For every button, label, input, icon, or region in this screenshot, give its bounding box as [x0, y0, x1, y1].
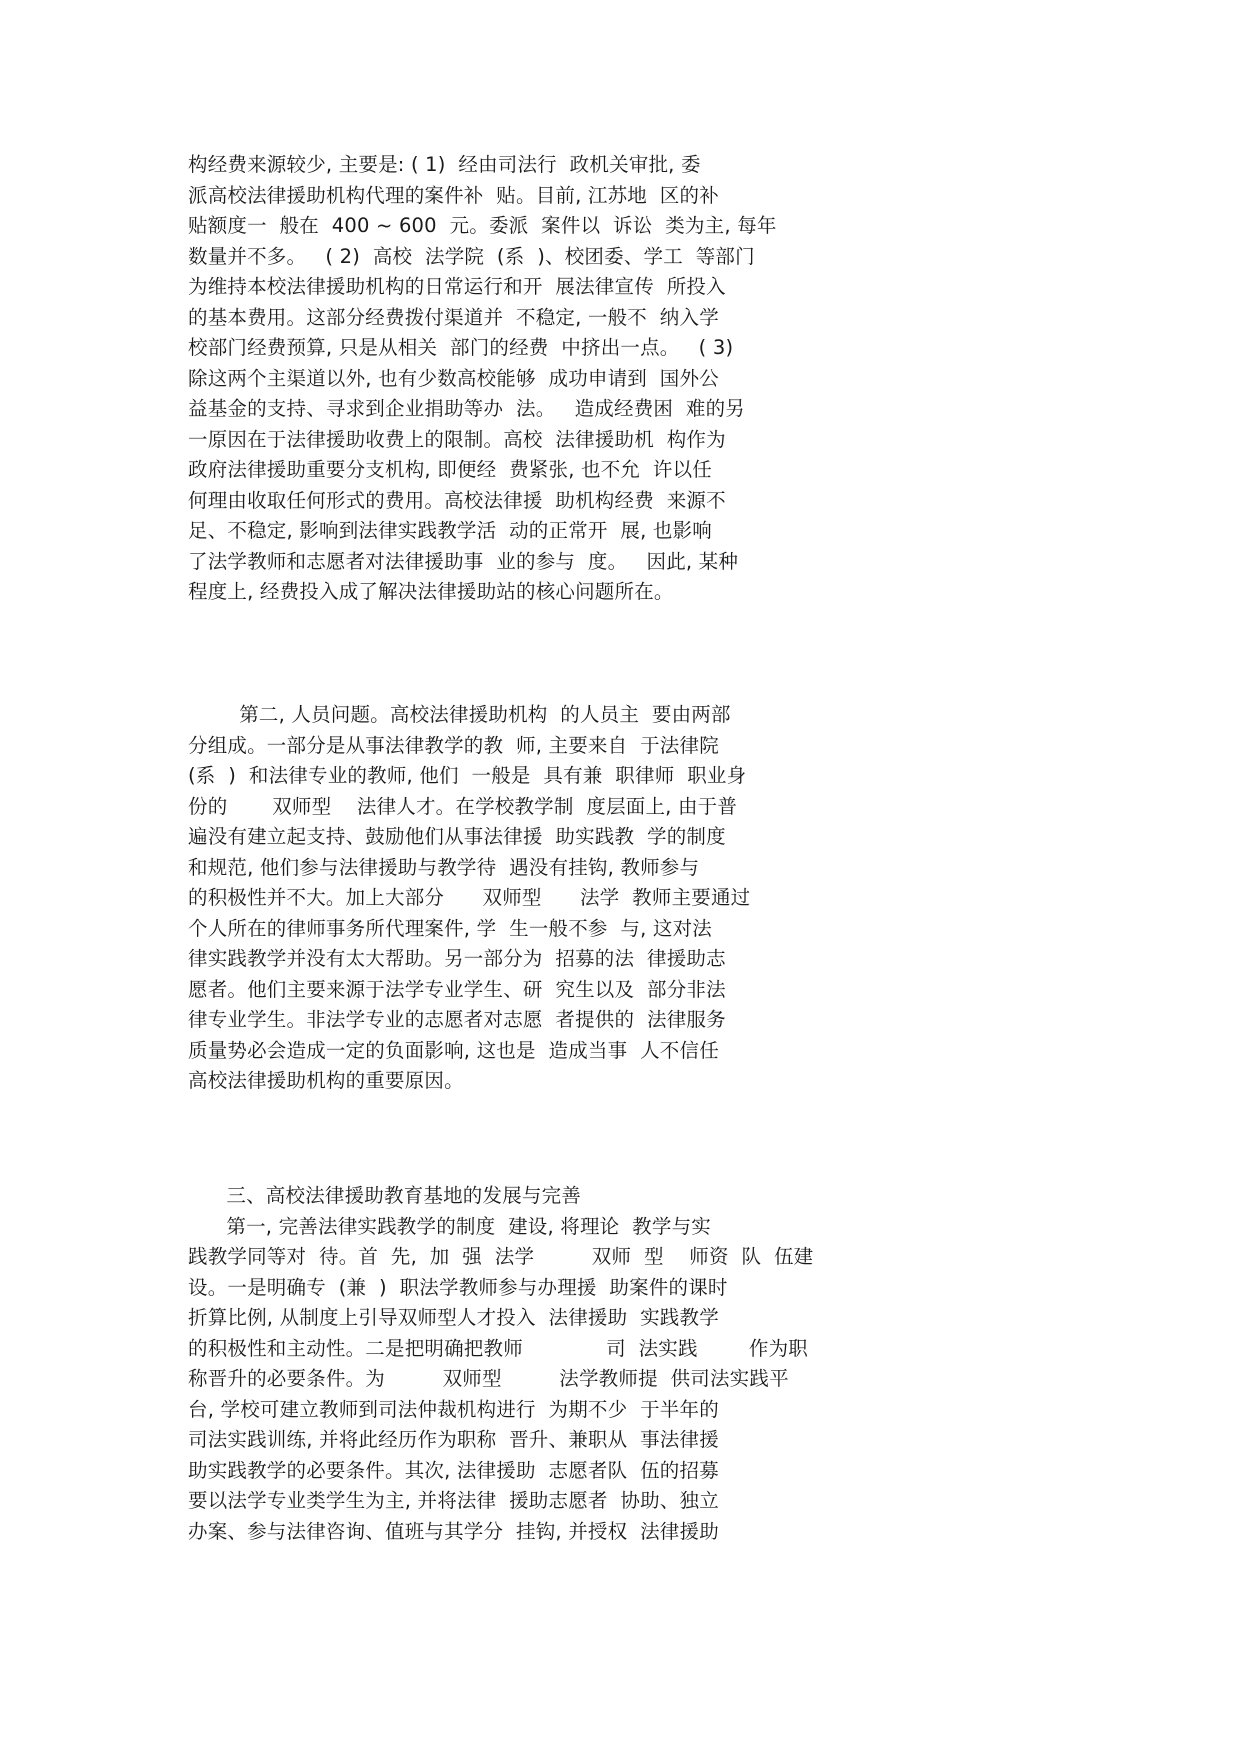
- text-line: 政府法律援助重要分支机构, 即便经 费紧张, 也不允 许以任: [188, 458, 712, 481]
- text-line: 分组成。一部分是从事法律教学的教 师, 主要来自 于法律院: [188, 733, 719, 757]
- text-line: 构经费来源较少, 主要是: ( 1) 经由司法行 政机关审批, 委: [188, 153, 701, 176]
- text-line: 助实践教学的必要条件。其次, 法律援助 志愿者队 伍的招募: [188, 1458, 719, 1482]
- text-line: 了法学教师和志愿者对法律援助事 业的参与 度。 因此, 某种: [188, 549, 739, 573]
- text-line: 和规范, 他们参与法律援助与教学待 遇没有挂钩, 教师参与: [188, 855, 700, 879]
- text-line: 办案、参与法律咨询、值班与其学分 挂钩, 并授权 法律援助: [188, 1519, 719, 1543]
- text-line: 的积极性和主动性。二是把明确把教师 司 法实践 作为职: [188, 1336, 808, 1360]
- text-line: 数量并不多。 ( 2) 高校 法学院 (系 )、校团委、学工 等部门: [188, 244, 755, 268]
- text-line: 称晋升的必要条件。为 双师型 法学教师提 供司法实践平: [188, 1367, 789, 1390]
- paragraph-funding: [188, 150, 777, 608]
- text-line: 的基本费用。这部分经费拨付渠道并 不稳定, 一般不 纳入学: [188, 305, 719, 329]
- text-line: 律专业学生。非法学专业的志愿者对志愿 者提供的 法律服务: [188, 1008, 726, 1031]
- text-line: 足、不稳定, 影响到法律实践教学活 动的正常开 展, 也影响: [188, 519, 712, 542]
- text-line: 程度上, 经费投入成了解决法律援助站的核心问题所在。: [188, 580, 674, 603]
- text-line: 一原因在于法律援助收费上的限制。高校 法律援助机 构作为: [188, 427, 726, 451]
- text-line: 三、高校法律援助教育基地的发展与完善: [188, 1184, 581, 1207]
- paragraph-personnel: [188, 700, 750, 1097]
- text-line: 台, 学校可建立教师到司法仲裁机构进行 为期不少 于半年的: [188, 1397, 719, 1421]
- text-line: 愿者。他们主要来源于法学专业学生、研 究生以及 部分非法: [188, 977, 726, 1001]
- text-line: 遍没有建立起支持、鼓励他们从事法律援 助实践教 学的制度: [188, 825, 726, 848]
- text-line: 为维持本校法律援助机构的日常运行和开 展法律宣传 所投入: [188, 275, 726, 298]
- text-line: 个人所在的律师事务所代理案件, 学 生一般不参 与, 这对法: [188, 916, 712, 940]
- section-three-development: [188, 1181, 813, 1547]
- text-line: 的积极性并不大。加上大部分 双师型 法学 教师主要通过: [188, 886, 751, 909]
- text-line: 何理由收取任何形式的费用。高校法律援 助机构经费 来源不: [188, 488, 726, 512]
- text-line: 律实践教学并没有太大帮助。另一部分为 招募的法 律援助志: [188, 947, 726, 970]
- text-line: 第一, 完善法律实践教学的制度 建设, 将理论 教学与实: [188, 1214, 711, 1238]
- text-line: 校部门经费预算, 只是从相关 部门的经费 中挤出一点。 ( 3): [188, 336, 734, 359]
- text-line: 高校法律援助机构的重要原因。: [188, 1069, 464, 1092]
- text-line: 践教学同等对 待。首 先, 加 强 法学 双师 型 师资 队 伍建: [188, 1245, 814, 1268]
- text-line: (系 ) 和法律专业的教师, 他们 一般是 具有兼 职律师 职业身: [188, 764, 747, 787]
- text-line: 质量势必会造成一定的负面影响, 这也是 造成当事 人不信任: [188, 1038, 719, 1062]
- text-line: 份的 双师型 法律人才。在学校教学制 度层面上, 由于普: [188, 794, 738, 818]
- text-line: 益基金的支持、寻求到企业捐助等办 法。 造成经费困 难的另: [188, 397, 745, 420]
- text-line: 司法实践训练, 并将此经历作为职称 晋升、兼职从 事法律援: [188, 1428, 719, 1451]
- text-line: 贴额度一 般在 400 ~ 600 元。委派 案件以 诉讼 类为主, 每年: [188, 214, 777, 237]
- text-line: 除这两个主渠道以外, 也有少数高校能够 成功申请到 国外公: [188, 366, 719, 390]
- text-line: 要以法学专业类学生为主, 并将法律 援助志愿者 协助、独立: [188, 1489, 719, 1512]
- text-line: 设。一是明确专 (兼 ) 职法学教师参与办理援 助案件的课时: [188, 1275, 728, 1299]
- text-line: 折算比例, 从制度上引导双师型人才投入 法律援助 实践教学: [188, 1306, 719, 1329]
- text-line: 第二, 人员问题。高校法律援助机构 的人员主 要由两部: [188, 703, 731, 726]
- text-line: 派高校法律援助机构代理的案件补 贴。目前, 江苏地 区的补: [188, 183, 719, 207]
